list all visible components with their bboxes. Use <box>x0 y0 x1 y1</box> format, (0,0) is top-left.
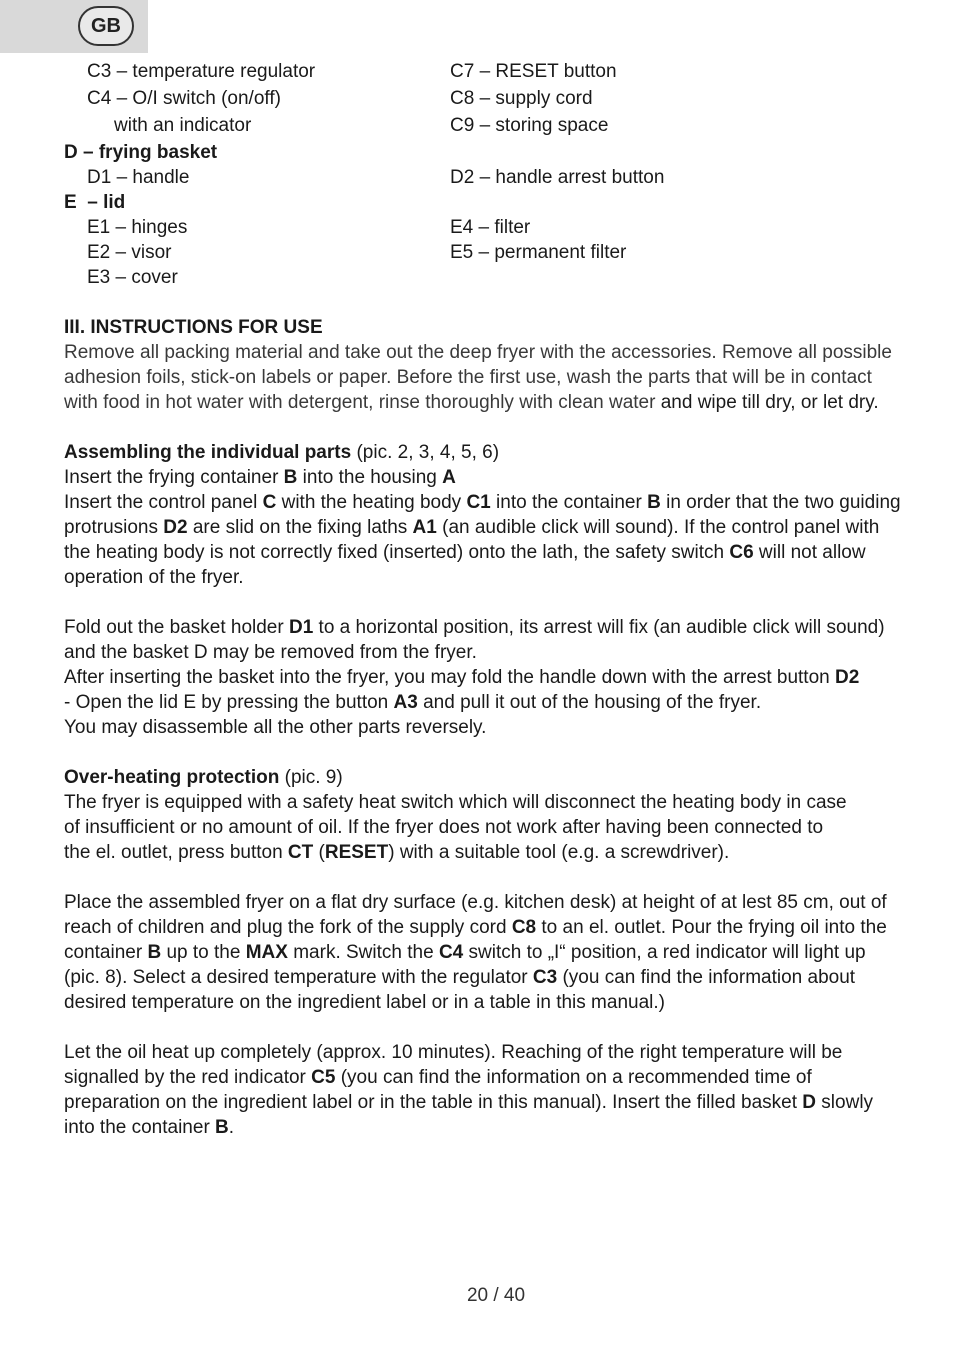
assembling-paragraph: - Open the lid E by pressing the button A3 and pull it out of the housing of the fryer. <box>64 692 762 713</box>
parts-row <box>64 215 904 240</box>
overheating-paragraph: The fryer is equipped with a safety heat switch which will disconnect the heating body in case of insufficient or no amount of oil. If the fryer does not work after having been connected to the el. outlet, press button CT (RESET) with a suitable tool (e.g. a screwdriver). <box>64 792 847 863</box>
section-heading-frying-basket: D – frying basket <box>64 142 218 163</box>
assembling-heading: Assembling the individual parts (pic. 2, 3, 4, 5, 6) <box>64 442 500 463</box>
part-item: E4 – filter <box>450 217 531 238</box>
part-item: E2 – visor <box>87 242 172 263</box>
part-item: E3 – cover <box>87 267 178 288</box>
section-heading-lid: E – lid <box>64 192 126 213</box>
parts-row <box>64 59 904 84</box>
part-item <box>450 265 904 290</box>
assembling-paragraph: After inserting the basket into the fryer, you may fold the handle down with the arrest button D2 <box>64 667 860 688</box>
parts-row <box>64 265 904 290</box>
part-item: C7 – RESET button <box>450 61 617 82</box>
part-item: with an indicator <box>114 115 252 136</box>
parts-row <box>64 165 904 190</box>
page-number: 20 / 40 <box>466 1285 526 1306</box>
assembling-paragraph: Fold out the basket holder D1 to a horizontal position, its arrest will fix (an audible click will sound) and the basket D may be removed from the fryer. <box>64 617 885 663</box>
parts-row <box>64 113 904 138</box>
language-badge: GB <box>78 6 134 46</box>
part-item: E1 – hinges <box>87 217 188 238</box>
part-item: C4 – O/I switch (on/off) <box>87 88 281 109</box>
language-tab <box>0 0 148 53</box>
instructions-heading: III. INSTRUCTIONS FOR USE <box>64 317 323 338</box>
assembling-paragraph: You may disassemble all the other parts reversely. <box>64 717 487 738</box>
part-item: C8 – supply cord <box>450 88 593 109</box>
parts-row <box>64 240 904 265</box>
part-item: E5 – permanent filter <box>450 242 627 263</box>
part-item: C9 – storing space <box>450 115 609 136</box>
placement-paragraph: Place the assembled fryer on a flat dry surface (e.g. kitchen desk) at height of at lest 85 cm, out of reach of children and plug the fork of the supply cord C8 to an el. outlet. Pour the frying oil into the container B up to the MAX mark. Switch the C4 switch to „I“ position, a red indicator will light up (pic. 8). Select a desired temperature with the regulator C3 (you can find the information about desired temperature on the ingredient label or in a table in this manual.) <box>64 892 887 1013</box>
heating-paragraph: Let the oil heat up completely (approx. 10 minutes). Reaching of the right temperature will be signalled by the red indicator C5 (you can find the information on a recommended time of preparation on the ingredient label or in the table in this manual). Insert the filled basket D slowly into the container B. <box>64 1042 874 1138</box>
part-item: D2 – handle arrest button <box>450 167 665 188</box>
instructions-intro: Remove all packing material and take out the deep fryer with the accessories. Remove all possible adhesion foils, stick-on labels or paper. Before the first use, wash the parts that will be in contact with food in hot water with detergent, rinse thoroughly with clean water and wipe till dry, or let dry. <box>64 342 892 413</box>
assembling-paragraph: Insert the control panel C with the heating body C1 into the container B in order that the two guiding protrusions D2 are slid on the fixing laths A1 (an audible click will sound). If the control panel with the heating body is not correctly fixed (inserted) onto the lath, the safety switch C6 will not allow operation of the fryer. <box>64 492 901 588</box>
page-content <box>64 59 904 1140</box>
overheating-heading: Over-heating protection (pic. 9) <box>64 767 343 788</box>
part-item: D1 – handle <box>87 167 190 188</box>
assembling-paragraph: Insert the frying container B into the housing A <box>64 467 456 488</box>
part-item: C3 – temperature regulator <box>87 61 316 82</box>
parts-row <box>64 86 904 111</box>
